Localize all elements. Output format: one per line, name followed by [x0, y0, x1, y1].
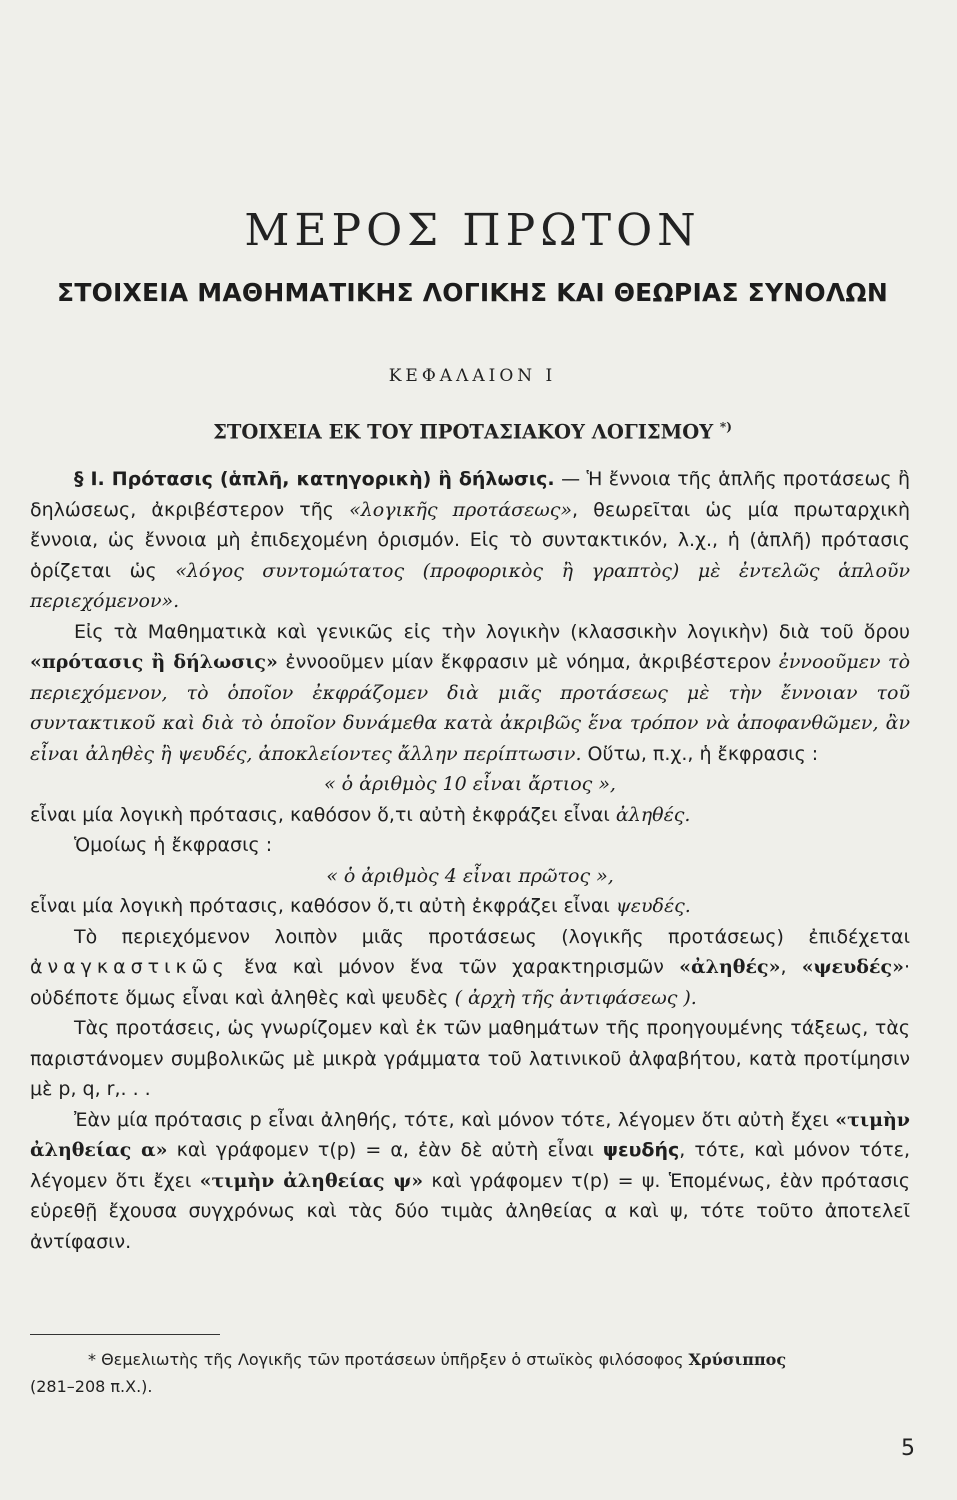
- p2-text-a: Εἰς τὰ Μαθηματικὰ καὶ γενικῶς εἰς τὴν λογικὴν (κλασσικὴν λογικὴν) διὰ τοῦ ὅρου: [74, 620, 910, 643]
- p2-text-c: ἐννοοῦμεν μίαν ἔκφρασιν μὲ νόημα, ἀκριβέστερον: [277, 651, 779, 673]
- p8-text-f: «τιμὴν ἀληθείας ψ»: [199, 1169, 424, 1192]
- p8-text-b: «τιμὴν ἀληθείας α»: [30, 1108, 910, 1161]
- p8-text-a: Ἐὰν μία πρότασις p εἶναι ἀληθής, τότε, καὶ μόνον τότε, λέγομεν ὅτι αὐτὴ ἔχει: [74, 1108, 836, 1131]
- part-title: ΜΕΡΟΣ ΠΡΩΤΟΝ: [244, 205, 701, 256]
- p2-text-e: Οὕτω, π.χ., ἡ ἔκφρασις :: [581, 742, 819, 765]
- p8-text-c: καὶ γράφομεν τ(p) = α, ἐὰν δὲ αὐτὴ εἶναι: [167, 1139, 603, 1161]
- p1-text-a: — Ἡ ἔννοια τῆς ἁπλῆς προτάσεως ἢ δηλώσεως, ἀκριβέστερον τῆς: [30, 468, 910, 521]
- p2-text-b: «πρότασις ἢ δήλωσις»: [30, 651, 278, 673]
- quote-2: « ὁ ἀριθμὸς 4 εἶναι πρῶτος »,: [326, 864, 614, 887]
- chapter-footnote-mark: *): [719, 420, 732, 434]
- p6-text-b: ἀναγκαστικῶς: [30, 956, 229, 978]
- chapter-title-text: ΣΤΟΙΧΕΙΑ ΕΚ ΤΟΥ ΠΡΟΤΑΣΙΑΚΟΥ ΛΟΓΙΣΜΟΥ: [213, 420, 714, 444]
- body-text: [30, 464, 910, 1257]
- footnote-line-2: (281–208 π.Χ.).: [30, 1377, 153, 1396]
- p6-text-a: Τὸ περιεχόμενον λοιπὸν μιᾶς προτάσεως (λογικῆς προτάσεως) ἐπιδέχεται: [74, 925, 910, 948]
- paragraph-4: Ὁμοίως ἡ ἔκφρασις :: [74, 834, 273, 856]
- chapter-label: ΚΕΦΑΛΑΙΟΝ Ι: [388, 366, 557, 386]
- footnote-line-1: [30, 1346, 910, 1373]
- quote-1: « ὁ ἀριθμὸς 10 εἶναι ἄρτιος »,: [324, 773, 616, 795]
- paragraph-8: [30, 1105, 910, 1258]
- footnote-text-b: Χρύσιππος: [688, 1350, 787, 1369]
- p6-text-c: ἕνα καὶ μόνον ἕνα τῶν χαρακτηρισμῶν: [228, 956, 680, 978]
- p3-text-a: εἶναι μία λογικὴ πρότασις, καθόσον ὅ,τι αὐτὴ ἐκφράζει εἶναι: [30, 803, 616, 826]
- paragraph-2: [30, 617, 910, 770]
- section-heading: § Ι. Πρότασις (ἁπλῆ, κατηγορικὴ) ἢ δήλωσις.: [74, 468, 555, 490]
- p8-text-d: ψευδής: [602, 1139, 680, 1161]
- p8-text-g: καὶ γράφομεν τ(p) = ψ. Ἑπομένως, ἐὰν πρότασις εὑρεθῇ ἔχουσα συγχρόνως καὶ τὰς δύο τιμὰς ἀληθείας α καὶ ψ, τότε τοῦτο ἀποτελεῖ ἀντίφασιν.: [30, 1169, 910, 1253]
- p1-text-c: , θεωρεῖται ὡς μία πρωταρχικὴ ἔννοια, ὡς ἔννοια μὴ ἐπιδεχομένη ὁρισμόν. Εἰς τὸ συντακτικόν, λ.χ., ἡ (ἁπλῆ) πρότασις ὁρίζεται ὡς: [30, 498, 910, 582]
- page-number: 5: [901, 1436, 915, 1461]
- p1-text-b: «λογικῆς προτάσεως»: [349, 498, 573, 521]
- paragraph-1: [30, 464, 910, 617]
- p5-text-a: εἶναι μία λογικὴ πρότασις, καθόσον ὅ,τι αὐτὴ ἐκφράζει εἶναι: [30, 895, 616, 917]
- p3-text-b: ἀληθές.: [615, 803, 691, 826]
- part-subtitle: ΣΤΟΙΧΕΙΑ ΜΑΘΗΜΑΤΙΚΗΣ ΛΟΓΙΚΗΣ ΚΑΙ ΘΕΩΡΙΑΣ ΣΥΝΟΛΩΝ: [57, 278, 888, 307]
- paragraph-3: [30, 800, 910, 831]
- p1-text-d: «λόγος συντομώτατος (προφορικὸς ἢ γραπτὸς) μὲ ἐντελῶς ἁπλοῦν περιεχόμενον».: [30, 559, 910, 612]
- book-page: [30, 0, 915, 1500]
- paragraph-6: [30, 922, 910, 1014]
- chapter-title: [30, 420, 915, 444]
- paragraph-5: [30, 891, 910, 922]
- p6-text-f: «ψευδές»: [801, 956, 904, 978]
- p6-text-h: ( ἀρχὴ τῆς ἀντιφάσεως ).: [454, 986, 697, 1009]
- footnote-text-a: * Θεμελιωτὴς τῆς Λογικῆς τῶν προτάσεων ὑπῆρξεν ὁ στωϊκὸς φιλόσοφος: [88, 1350, 689, 1369]
- footnote-divider: [30, 1334, 220, 1335]
- p6-text-d: «ἀληθές»: [679, 956, 781, 978]
- p6-text-g: · οὐδέποτε ὅμως εἶναι καὶ ἀληθὲς καὶ ψευδὲς: [30, 956, 910, 1009]
- p6-text-e: ,: [780, 956, 802, 978]
- p5-text-b: ψευδές.: [615, 895, 691, 917]
- p8-text-e: , τότε, καὶ μόνον τότε, λέγομεν ὅτι ἔχει: [30, 1139, 910, 1192]
- paragraph-7: Τὰς προτάσεις, ὡς γνωρίζομεν καὶ ἐκ τῶν μαθημάτων τῆς προηγουμένης τάξεως, τὰς παριστάνομεν συμβολικῶς μὲ μικρὰ γράμματα τοῦ λατινικοῦ ἀλφαβήτου, κατὰ προτίμησιν μὲ p, q, r,. . .: [30, 1017, 910, 1100]
- footnote: [30, 1346, 910, 1400]
- p2-text-d: ἐννοοῦμεν τὸ περιεχόμενον, τὸ ὁποῖον ἐκφράζομεν διὰ μιᾶς προτάσεως μὲ τὴν ἔννοιαν τοῦ συντακτικοῦ καὶ διὰ τὸ ὁποῖον δυνάμεθα κατὰ ἀκριβῶς ἕνα τρόπον νὰ ἀποφανθῶμεν, ἂν εἶναι ἀληθὲς ἢ ψευδές, ἀποκλείοντες ἄλλην περίπτωσιν.: [30, 651, 911, 765]
